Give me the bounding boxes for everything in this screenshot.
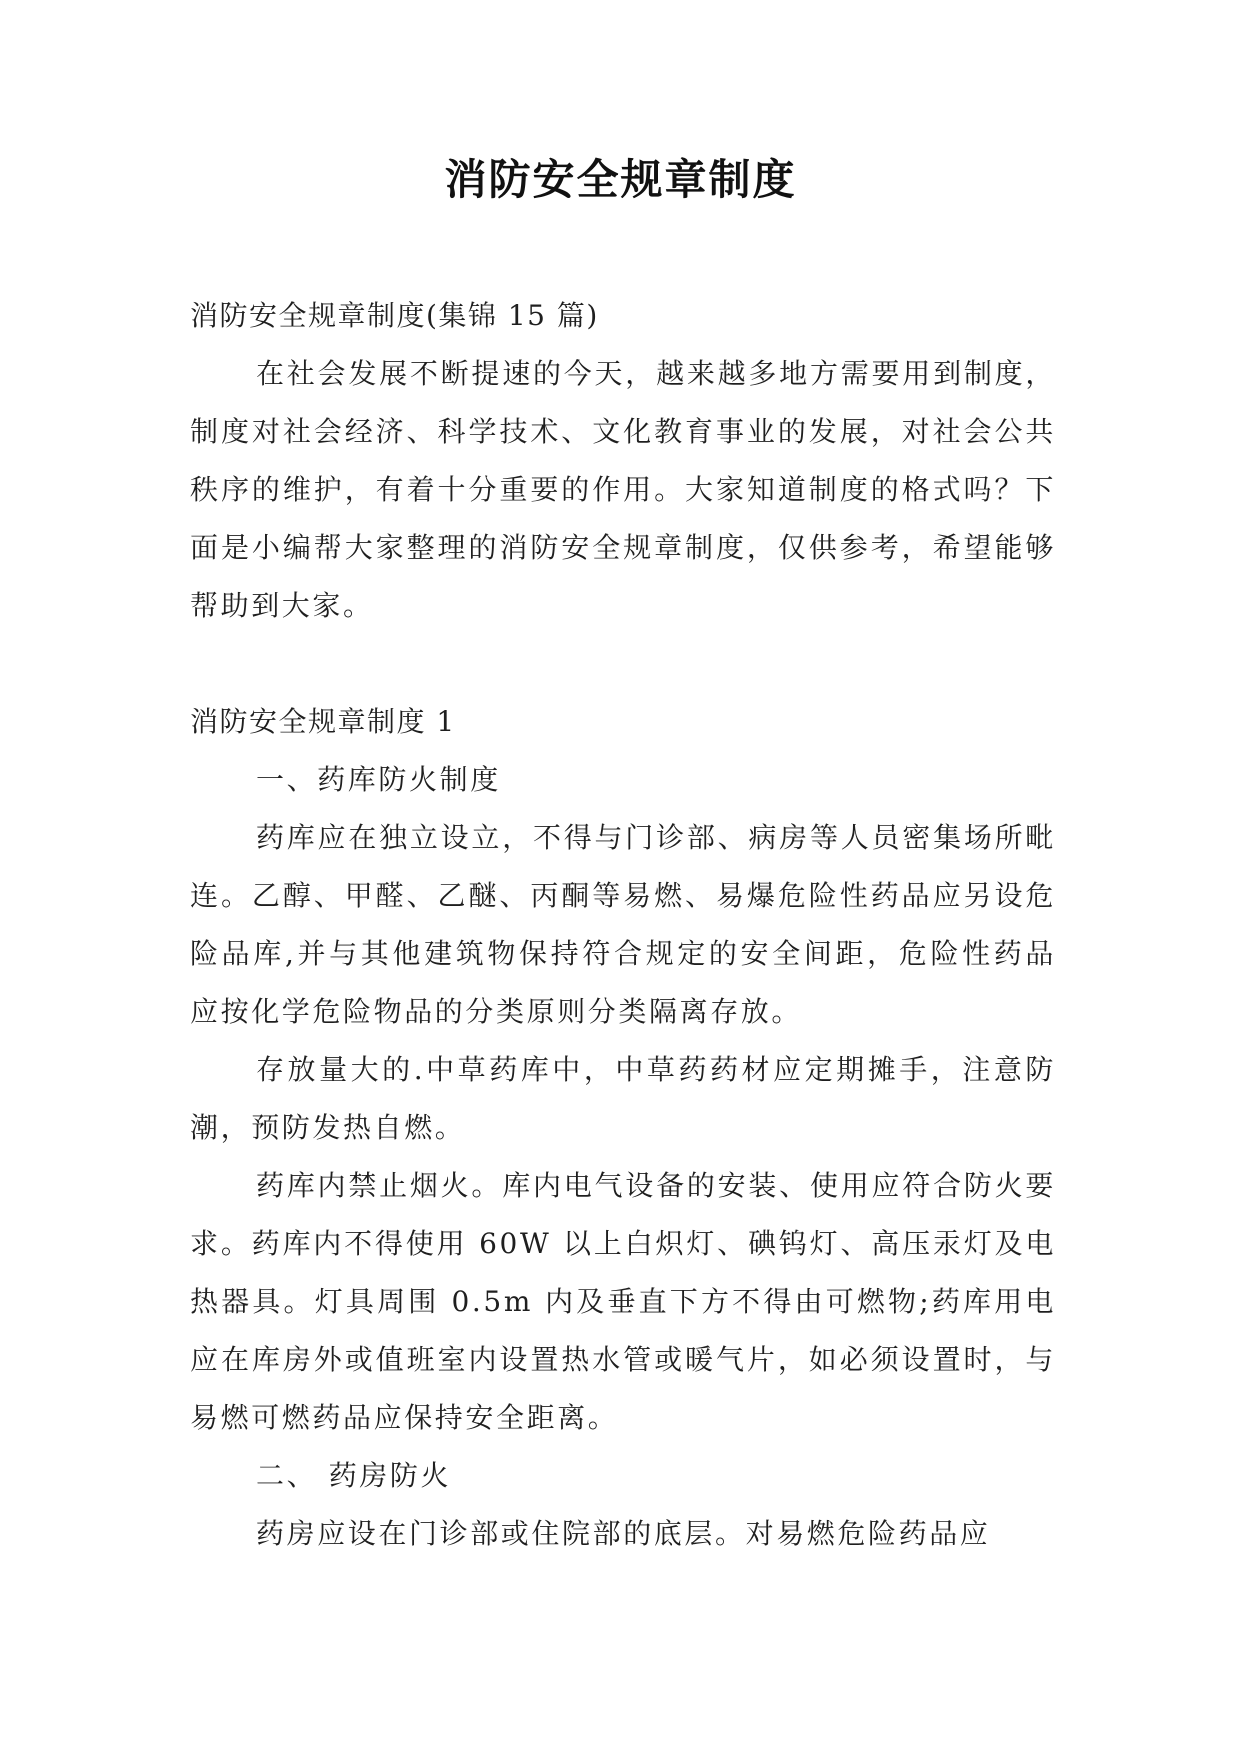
paragraph-4: 药房应设在门诊部或住院部的底层。对易燃危险药品应 bbox=[256, 1517, 991, 1550]
paragraph-2: 存放量大的.中草药库中，中草药药材应定期摊手，注意防潮，预防发热自燃。 bbox=[190, 1053, 1056, 1144]
section-heading-1: 一、药库防火制度 bbox=[256, 763, 501, 796]
paragraph-1: 药库应在独立设立，不得与门诊部、病房等人员密集场所毗连。乙醇、甲醛、乙醚、丙酮等易燃、易爆危险性药品应另设危险品库,并与其他建筑物保持符合规定的安全间距，危险性药品应按化学危险物品的分类原则分类隔离存放。 bbox=[190, 821, 1056, 1028]
section-heading-2: 二、 药房防火 bbox=[256, 1459, 452, 1492]
document-subtitle: 消防安全规章制度(集锦 15 篇) bbox=[190, 299, 599, 332]
paragraph-3: 药库内禁止烟火。库内电气设备的安装、使用应符合防火要求。药库内不得使用 60W 以上白炽灯、碘钨灯、高压汞灯及电热器具。灯具周围 0.5m 内及垂直下方不得由可燃物;药库用电应在库房外或值班室内设置热水管或暖气片，如必须设置时，与易燃可燃药品应保持安全距离。 bbox=[190, 1169, 1056, 1434]
document-body bbox=[190, 287, 1056, 1563]
section-title: 消防安全规章制度 1 bbox=[190, 705, 456, 738]
document-title: 消防安全规章制度 bbox=[444, 155, 797, 204]
intro-paragraph: 在社会发展不断提速的今天，越来越多地方需要用到制度，制度对社会经济、科学技术、文化教育事业的发展，对社会公共秩序的维护，有着十分重要的作用。大家知道制度的格式吗？下面是小编帮大家整理的消防安全规章制度，仅供参考，希望能够帮助到大家。 bbox=[190, 357, 1056, 622]
